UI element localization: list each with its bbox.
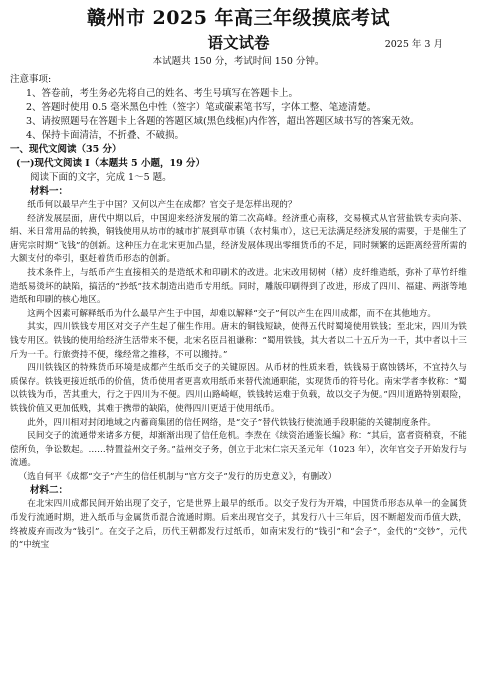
paragraph: 其实，四川铁钱专用区对交子产生起了催生作用。唐末的铜钱短缺，使得五代时蜀境使用铁钱；至北宋，四川为铁钱专用区。铁钱的使用给经济生活带来不便，北宋名臣吕祖谦称：“蜀用铁钱，其大者以二十五斤为一千，其中者以十三斤为一千。行旅赍持不便，缘经常之推移，不可以搬持。” (10, 322, 467, 360)
paragraph: 这两个因素可解释纸币为什么最早产生于中国，却难以解释“交子”何以产生在四川成都，而不在其他地方。 (27, 308, 437, 319)
notes-item: 3、请按照题号在答题卡上各题的答题区域(黑色线框)内作答，超出答题区域书写的答案无效。 (26, 116, 420, 127)
paragraph: 技术条件上，与纸币产生直接相关的是造纸术和印刷术的改进。北宋改用韧树（楮）皮纤维造纸，弥补了草竹纤维造纸易烫坏的缺陷，搞活的“抄纸”技术制造出造币专用纸。同时，雕版印刷得到了改进，形成了四川、福建、两浙等地造纸和印刷的核心地区。 (10, 267, 467, 306)
notes-item: 2、答题时使用 0.5 毫米黑色中性（签字）笔或碳素笔书写，字体工整、笔迹清楚。 (26, 102, 377, 113)
notes-title: 注意事项: (10, 74, 52, 85)
paragraph: 经济发展层面，唐代中期以后，中国迎来经济发展的第二次高峰。经济重心南移，交易模式从官营盐铁专卖向茶、绢、米日常用品的转换，铜钱使用从坊市的城市扩展到草市镇（农村集市），这已无法满足经济发展的需要，于是催生了唐宪宗时期“飞钱”的创新。这种压力在北宋更加凸显，经济发展体现出零细货币的不足，同时频繁的远距离经营所需的大额支付的牵引，驱赶着货币形态的创新。 (10, 213, 467, 265)
section-heading: 一、现代文阅读（35 分） (10, 144, 122, 155)
paragraph: 民间交子的流通带来诸多方便，却渐渐出现了信任危机。李焘在《续资治通鉴长编》称：“其后，富者资稍衰，不能偿所负，争讼数起。……特置益州交子务。”益州交子务，创立于北宋仁宗天圣元年（1023 年），次年官交子开始发行与流通。 (10, 431, 467, 469)
exam-title: 赣州市 2025 年高三年级摸底考试 (86, 7, 391, 29)
instruction: 阅读下面的文字，完成 1～5 题。 (30, 172, 172, 183)
material-label: 材料二： (30, 485, 69, 497)
exam-date: 2025 年 3 月 (384, 39, 443, 50)
paragraph: 此外，四川相对封闭地域之内蓄商集团的信任网络，是“交子”替代铁钱行使流通手段职能的关键制度条件。 (27, 417, 437, 428)
exam-meta: 本试题共 150 分，考试时间 150 分钟。 (152, 56, 325, 67)
notes-item: 4、保持卡面清洁，不折叠、不破损。 (26, 130, 185, 141)
source-citation: （选自何平《成都“交子”产生的信任机制与“官方交子”发行的历史意义》，有删改） (18, 471, 337, 482)
paragraph: 在北宋四川成都民间开始出现了交子，它是世界上最早的纸币。以交子发行为开端，中国货币形态从单一的金属货币发行流通时期，进入纸币与金属货币混合流通时期。后来出现官交子，其发行八十三年后，因不断超发而币值大跌，终被废弃而改为“钱引”。在交子之后，历代王朝都发行过纸币，如南宋发行的“钱引”和“会子”，金代的“交钞”，元代的“中统宝 (10, 499, 467, 551)
material-label: 材料一： (30, 186, 69, 197)
exam-subtitle: 语文试卷 (207, 33, 270, 52)
notes-item: 1、答卷前，考生务必先将自己的姓名、考生号填写在答题卡上。 (26, 88, 299, 99)
paragraph: 四川铁钱区的特殊货币环境是成都产生纸币交子的关键原因。从币材的性质来看，铁钱易于腐蚀锈坏，不宜持久与质保存。铁钱更接近纸币的价值，货币使用者更喜欢用纸币来替代流通职能，实现货币的符号化。南宋学者李攸称：“蜀以铁钱为币，苦其重大，行之于四川为不便。四川山路崎岖，铁钱转运难于负载，故以交子为便。”四川道路特别艰险，铁钱价值又更加低贱，其难于携带的缺陷，使得四川更适于使用纸币。 (10, 363, 467, 414)
subtitle-row (10, 32, 467, 54)
paragraph: 纸币何以最早产生于中国？又何以产生在成都？官交子是怎样出现的？ (27, 200, 297, 210)
subsection-heading: (一)现代文阅读 I（本题共 5 小题，19 分） (16, 158, 205, 169)
